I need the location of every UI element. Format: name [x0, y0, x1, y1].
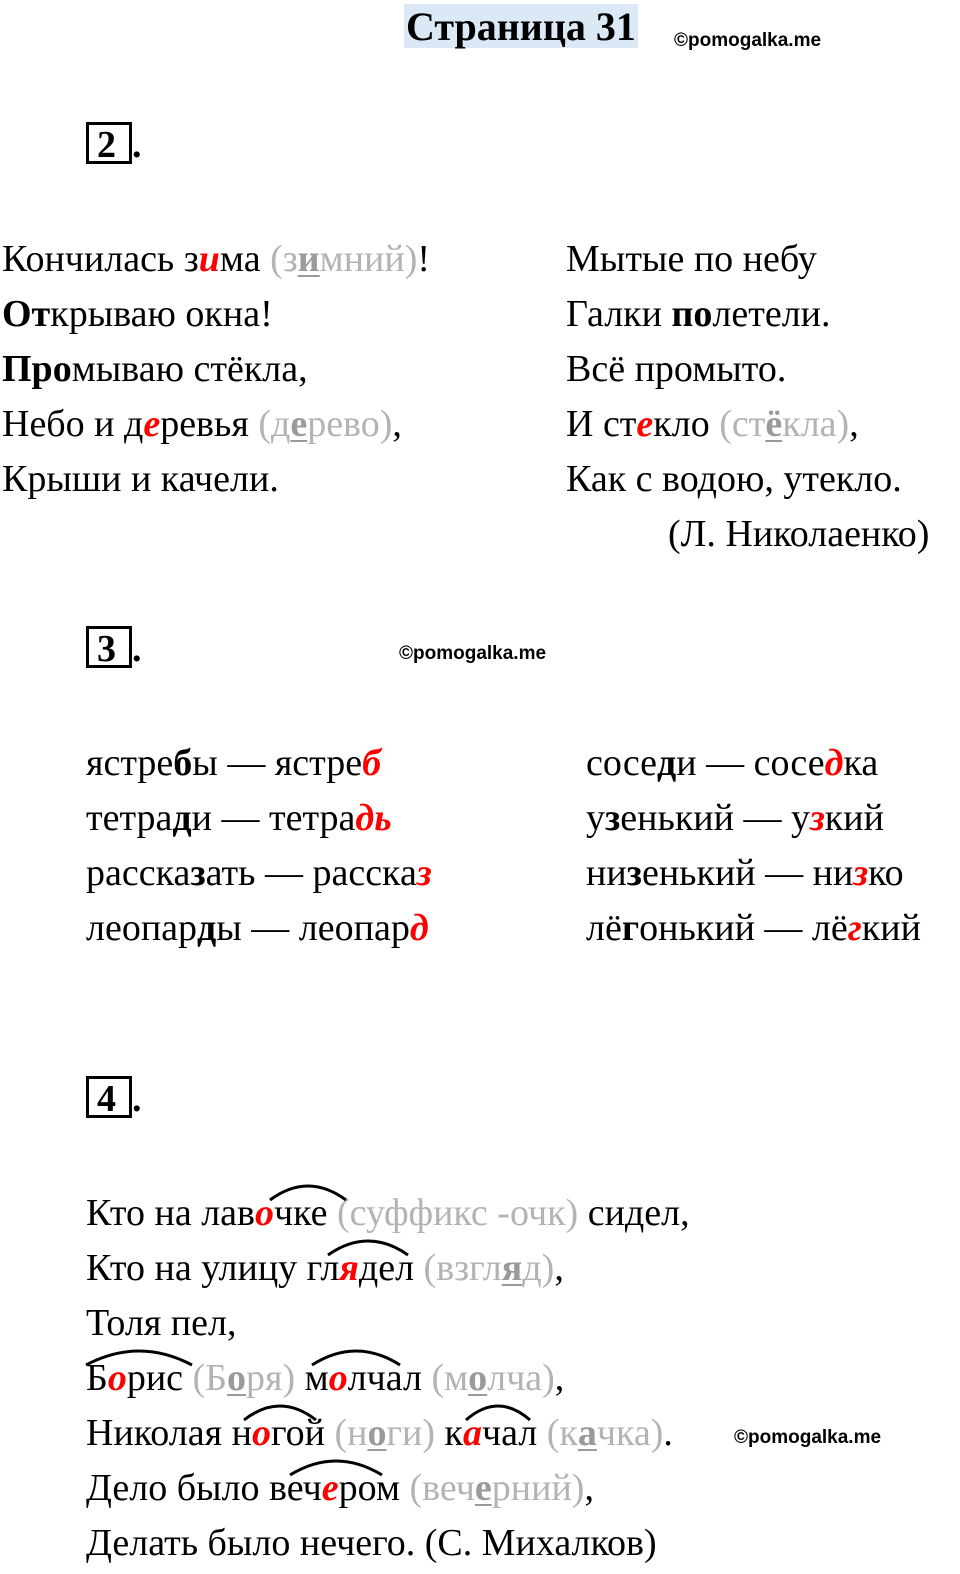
poem-line: Толя пел, — [86, 1302, 237, 1344]
poem-line: Николая ногой (ноги) качал (качка). — [86, 1412, 673, 1454]
word-pair: соседи — соседка — [586, 742, 879, 784]
poem-line: Кто на улицу глядел (взгляд), — [86, 1247, 564, 1289]
poem-line: Всё промыто. — [566, 348, 787, 390]
poem-line: Крыши и качели. — [2, 458, 279, 500]
poem-line: Кончилась зима (зимний)! — [2, 238, 431, 280]
page-title: Страница 31 — [406, 4, 636, 49]
poem-line: Кто на лавочке (суффикс -очк) сидел, — [86, 1192, 690, 1234]
root-arc-mark — [310, 1345, 402, 1369]
exercise-3-left-column — [86, 736, 432, 956]
exercise-2-left-column — [2, 232, 430, 507]
poem-line: Как с водою, утекло. — [566, 458, 902, 500]
poem-line: И стекло (стёкла), — [566, 403, 859, 445]
root-arc-mark — [84, 1345, 194, 1369]
root-arc-mark — [464, 1400, 532, 1424]
watermark-middle: ©pomogalka.me — [399, 643, 547, 664]
root-arc-mark — [268, 1180, 348, 1204]
poem-line: Дело было вечером (вечерний), — [86, 1467, 594, 1509]
exercise-2-number: 2 . — [86, 122, 142, 165]
word-pair: тетради — тетрадь — [86, 797, 392, 839]
poem-line: Открываю окна! — [2, 293, 273, 335]
poem-line: Небо и деревья (дерево), — [2, 403, 402, 445]
poem-line: Борис (Боря) молчал (молча), — [86, 1357, 565, 1399]
exercise-4-number: 4 . — [86, 1076, 142, 1119]
exercise-3-right-column — [586, 736, 921, 956]
poem-line: Галки полетели. — [566, 293, 831, 335]
word-pair: лёгонький — лёгкий — [586, 907, 921, 949]
word-pair: узенький — узкий — [586, 797, 884, 839]
poem-line: Мытые по небу — [566, 238, 817, 280]
word-pair: леопарды — леопард — [86, 907, 429, 949]
exercise-3-number: 3 . — [86, 626, 142, 669]
root-arc-mark — [242, 1400, 318, 1424]
word-pair: ястребы — ястреб — [86, 742, 382, 784]
poem-line: Делать было нечего. (С. Михалков) — [86, 1522, 657, 1564]
root-arc-mark — [326, 1235, 410, 1259]
poem-line: Промываю стёкла, — [2, 348, 308, 390]
exercise-2-right-column — [566, 232, 902, 507]
word-pair: рассказать — рассказ — [86, 852, 432, 894]
word-pair: низенький — низко — [586, 852, 904, 894]
watermark-bottom: ©pomogalka.me — [734, 1427, 882, 1448]
root-arc-mark — [288, 1455, 384, 1479]
poem-author: (Л. Николаенко) — [668, 513, 930, 555]
watermark-top: ©pomogalka.me — [674, 30, 822, 51]
